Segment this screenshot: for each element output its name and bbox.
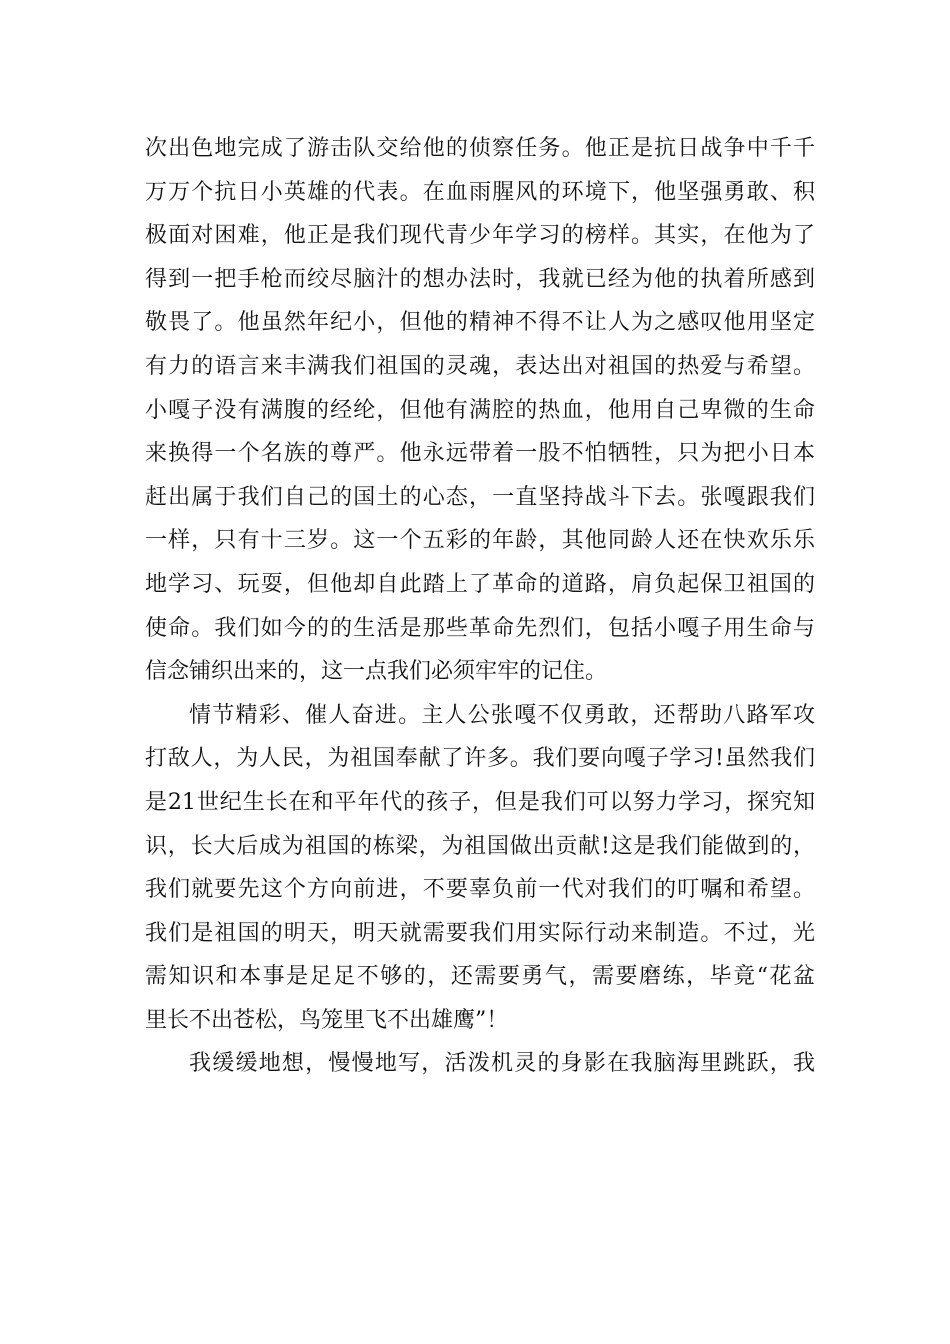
text-line: 次出色地完成了游击队交给他的侦察任务。他正是抗日战争中千千 [145, 136, 815, 161]
text-line: 使命。我们如今的的生活是那些革命先烈们，包括小嘎子用生命与 [145, 615, 815, 641]
text-line: 有力的语言来丰满我们祖国的灵魂，表达出对祖国的热爱与希望。 [145, 353, 815, 379]
text-line: 里长不出苍松，鸟笼里飞不出雄鹰”！ [145, 1007, 509, 1033]
text-line: 是21世纪生长在和平年代的孩子，但是我们可以努力学习，探究知 [145, 789, 815, 815]
text-line: 我们是祖国的明天，明天就需要我们用实际行动来制造。不过，光 [145, 920, 815, 946]
text-line: 地学习、玩耍，但他却自此踏上了革命的道路，肩负起保卫祖国的 [145, 571, 815, 597]
text-line: 识，长大后成为祖国的栋梁，为祖国做出贡献!这是我们能做到的， [145, 833, 815, 859]
body-text [145, 127, 815, 1086]
text-line: 信念铺织出来的，这一点我们必须牢牢的记住。 [145, 659, 608, 685]
text-line: 情节精彩、催人奋进。主人公张嘎不仅勇敢，还帮助八路军攻 [189, 702, 815, 728]
text-line: 我缓缓地想，慢慢地写，活泼机灵的身影在我脑海里跳跃，我 [189, 1051, 815, 1077]
text-line: 极面对困难，他正是我们现代青少年学习的榜样。其实，在他为了 [145, 223, 815, 249]
text-line: 打敌人，为人民，为祖国奉献了许多。我们要向嘎子学习!虽然我们 [145, 746, 815, 772]
text-line: 来换得一个名族的尊严。他永远带着一股不怕牺牲，只为把小日本 [145, 441, 815, 467]
text-line: 需知识和本事是足足不够的，还需要勇气，需要磨练，毕竟“花盆 [145, 964, 815, 990]
text-line: 小嘎子没有满腹的经纶，但他有满腔的热血，他用自己卑微的生命 [145, 397, 815, 423]
text-line: 万万个抗日小英雄的代表。在血雨腥风的环境下，他坚强勇敢、积 [145, 179, 815, 205]
text-line: 一样，只有十三岁。这一个五彩的年龄，其他同龄人还在快欢乐乐 [145, 528, 815, 554]
text-line: 得到一把手枪而绞尽脑汁的想办法时，我就已经为他的执着所感到 [145, 266, 815, 292]
text-line: 赶出属于我们自己的国土的心态，一直坚持战斗下去。张嘎跟我们 [145, 484, 815, 510]
text-line: 我们就要先这个方向前进，不要辜负前一代对我们的叮嘱和希望。 [145, 877, 815, 903]
text-line: 敬畏了。他虽然年纪小，但他的精神不得不让人为之感叹他用坚定 [145, 310, 815, 336]
